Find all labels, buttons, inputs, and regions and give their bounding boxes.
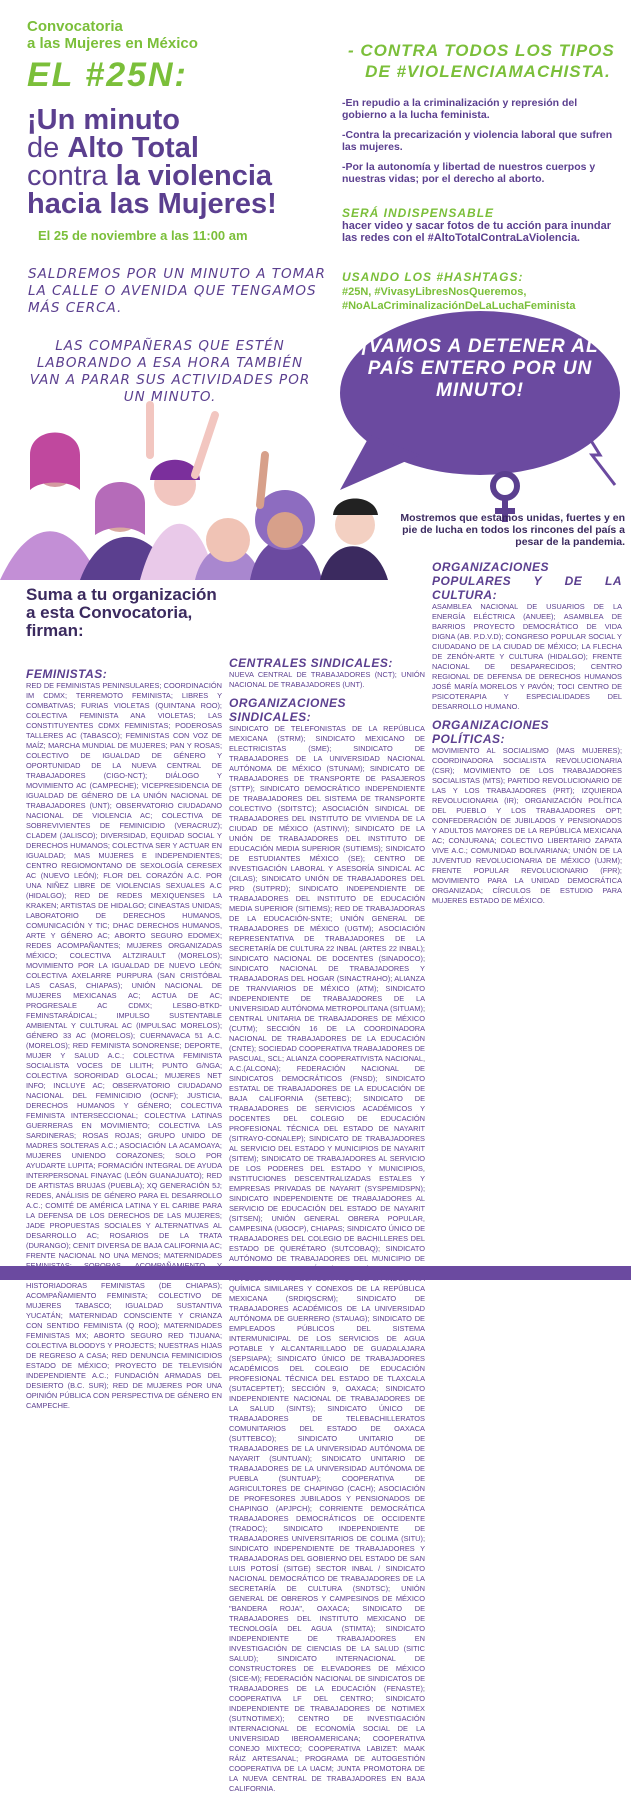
politicas-list: MOVIMIENTO AL SOCIALISMO (MAS MUJERES); COORDINADORA SOCIALISTA REVOLUCIONARIA (CSR); MOVIMIENTO DE LOS TRABAJADORES SOCIALISTAS (MTS); PARTIDO REVOLUCIONARIO DE LAS Y LOS TRABAJADORES (PRT); IZQUIERDA REVOLUCIONARIA (IR); ORGANIZACIÓN POLÍTICA DEL PUEBLO Y LOS TRABAJADORES OPT; CONFEDERACIÓN DE JUBILADOS Y PENSIONADOS Y ADULTOS MAYORES DE LA REPÚBLICA MEXICANA AC; CONJURANA; COLECTIVO LIBERTARIO ZAPATA VIVE A.C.; COMUNIDAD BOLIVARIANA; UNIÓN DE LA JUVENTUD REVOLUCIONARIA DE MÉXICO (UJRM); FRENTE POPULAR REVOLUCIONARIO (FPR); MOVIMIENTO PARA LA UNIDAD DEMOCRÁTICA ORGANIZADA; CÍRCULOS DE ESTUDIO PARA MUJERES ESTADO DE MÉXICO. bbox=[432, 746, 622, 905]
feministas-list: RED DE FEMINISTAS PENINSULARES; COORDINACIÓN IM CDMX; TERREMOTO FEMINISTA; LIBRES Y COMBATIVAS; FURIAS VIOLETAS (QUINTANA ROO); COLECTIVA FEMINISTA ANA VIOLETAS; LAS CONSTITUYENTES CDMX FEMINISTAS; PODEROSAS TALLERES AC (TABASCO); FEMINISTAS CON VOZ DE MAÍZ; MARCHA MUNDIAL DE MUJERES; PAN Y ROSAS; COLECTIVO DE IGUALDAD DE GÉNERO Y OPORTUNIDAD DE LA NUEVA CENTRAL DE TRABAJADORES (CIGO-NCT); DIÁLOGO Y MOVIMIENTO AC (CAMPECHE); VICEPRESIDENCIA DE IGUALDAD DE GÉNERO DE LA UNIÓN NACIONAL DE TRABAJADORES (UNT); OBSERVATORIO CIUDADANO NACIONAL DE VIOLENCIA AC; COLECTIVA DE SOBREVIVIENTES DE FEMINICIDIO (VERACRUZ); CLADEM (JALISCO); DIVERSIDAD, EQUIDAD SOCIAL Y DERECHOS HUMANOS; COLECTIVA SER Y ACTUAR EN IGUALDAD; MAS MUJERES E INDEPENDIENTES; CENTRO REGIOMONTANO DE SEXOLOGÍA CERESEX AC (NUEVO LEÓN); FLOR DEL CORAZÓN A.C. POR UNA NIÑEZ LIBRE DE VIOLENCIAS SEXUALES A.C (HIDALGO); RED DE REDES MEXIQUENSES LA KRAKEN; ARTISTAS DE HIDALGO; CINEASTAS UNIDAS; LABORATORIO DE DERECHOS HUMANOS, COMUNICACIÓN Y TIC; DHAC DERECHOS HUMANOS, ARTE Y GÉNERO AC; ABORTO SEGURO EDOMEX; REDES ACOMPAÑANTES; MUJERES ORGANIZADAS MÉXICO; COLECTIVA ALTZIRAULT (MORELOS); MOVIMIENTO POR LA IGUALDAD DE NUEVO LEÓN; COLECTIVA AXELARRE PURPURA (SAN CRISTÓBAL LAS CASAS, CHIAPAS); UNIÓN NACIONAL DE MUJERES MEXICANAS AC; ACTUA DE AC; PROGRESALE AC CDMX; LESBO-BTKD-FEMINSTARÁDICAL; IMPULSO SUSTENTABLE AMBIENTAL Y CULTURAL AC (IMPULSAC MORELOS); GÉNERO 33 AC (MORELOS); CUERNAVACA 51 A.C. (MORELOS); RED FEMINISTA SONORENSE; DEPORTE, MUJER Y SALUD A.C.; COLECTIVA FEMINISTA SOCIALISTA VOCES DE LILITH; PUNTO G/NGA; COLECTIVA SORORIDAD GLOCAL; MUJERES NET INFO; INCLUYE AC; OBSERVATORIO CIUDADANO NACIONAL DEL FEMINICIDIO (OCNF); JUSTICIA, DERECHOS HUMANOS Y GÉNERO; COLECTIVA FEMINISTA INTERSECCIONAL; COLECTIVA LATINAS GUERRERAS EN MOVIMIENTO; COLECTIVA LAS SARDINERAS; ROSAS ROJAS; GRUPO UNIDO DE MADRES SOLTERAS A.C.; ASOCIACIÓN LA ACAMOAYA; MUJERES UNIENDO CORAZONES; SOLO POR AYUDARTE LUPITA; FORMACIÓN INTEGRAL DE AYUDA INTERPERSONAL FINAYAC (LEÓN GUANAJUATO); RED DE ARTISTAS BRUJAS (PUEBLA); XQ GENERACIÓN 5J; REDES, ANÁLISIS DE GÉNERO PARA EL DESARROLLO A.C.; COMITÉ DE AMÉRICA LATINA Y EL CARIBE PARA LA DEFENSA DE LOS DERECHOS DE LAS MUJERES; JADE PROPUESTAS SOCIALES Y ALTERNATIVAS AL DESARROLLO AC; ROSARIOS DE LA TRATA (DURANGO); CENIT DIVERSA DE BAJA CALIFORNIA AC; FRENTE NACIONAL NO UNA MENOS; MATERNIDADES HISTORIADORAS FEMINISTAS (DE CHIAPAS); ACOMPAÑAMIENTO FEMINISTA; COLECTIVO DE MUJERES TABASCO; IGUALDAD SUSTANTIVA YUCATÁN; MATERNIDAD CONSCIENTE Y CRIANZA CON SENTIDO FEMINISTA (Q ROO); MATERNIDADES FEMINISTAS MX; ABORTO SEGURO RED TIJUANA; COLECTIVA BLOODYS Y PROJECTS; NUESTRAS HIJAS DE REGRESO A CASA; RED DENUNCIA FEMINICIDIOS ESTADO DE MÉXICO; PROYECTO DE TELEVISIÓN INDEPENDIENTE A.C.; FUNDACIÓN ARMADAS DEL DESIERTO (B.C. SUR); RED DE MUJERES POR UNA OPINIÓN PÚBLICA CON PERSPECTIVA DE GÉNERO EN CAMPECHE. bbox=[26, 681, 222, 1410]
demand-item: -Por la autonomía y libertad de nuestros cuerpos y nuestras vidas; por el derecho al aborto. bbox=[342, 161, 596, 185]
feministas-heading: FEMINISTAS: bbox=[26, 667, 108, 681]
sera-indispensable-text: hacer video y sacar fotos de tu acción para inundar las redes con el #AltoTotalContraLaViolencia. bbox=[342, 220, 611, 244]
orgsind-heading: ORGANIZACIONES SINDICALES: bbox=[229, 696, 347, 724]
signers-column-3 bbox=[432, 560, 622, 1260]
headline-de: de bbox=[27, 132, 68, 164]
populares-list: ASAMBLEA NACIONAL DE USUARIOS DE LA ENERGÍA ELÉCTRICA (ANUEE); ASAMBLEA DE BARRIOS PROYECTO DEMOCRÁTICO DE VIDA DIGNA (AB. P.D.V.D); CONGRESO POPULAR SOCIAL Y CIUDADANO DE LA CIUDAD DE MÉXICO; LA FLECHA DE ZENÓN-ARTE Y CULTURA (HIDALGO); FRENTE NACIONAL DE DESAPARECIDOS; CENTRO REGIONAL DE DEFENSA DE DERECHOS HUMANOS JOSÉ MARÍA MORELOS Y PAVÓN; TOCI CENTRO DE PSICOTERAPIA Y ESPECIALIDADES DEL DESARROLLO HUMANO. bbox=[432, 602, 622, 711]
footer-bar bbox=[0, 1266, 631, 1280]
demand-item: -En repudio a la criminalización y represión del gobierno a la lucha feminista. bbox=[342, 97, 578, 121]
companeras-quote: LAS COMPAÑERAS QUE ESTÉN LABORANDO A ESA HORA TAMBIÉN VAN A PARAR SUS ACTIVIDADES POR UN MINUTO. bbox=[29, 338, 311, 405]
event-date: El 25 de noviembre a las 11:00 am bbox=[38, 228, 248, 243]
headline-line-4: hacia las Mujeres! bbox=[27, 188, 277, 220]
headline-alto-total: Alto Total bbox=[67, 132, 199, 164]
sera-indispensable-title: SERÁ INDISPENSABLE bbox=[342, 206, 495, 220]
women-illustration bbox=[0, 395, 390, 580]
poster-header bbox=[0, 0, 631, 560]
headline-line-1: ¡Un minuto bbox=[27, 104, 181, 136]
politicas-heading: ORGANIZACIONES POLÍTICAS: bbox=[432, 718, 550, 746]
convocatoria-title: Convocatoria a las Mujeres en México bbox=[27, 18, 198, 52]
bubble-text: ¡VAMOS A DETENER AL PAÍS ENTERO POR UN MINUTO! bbox=[361, 336, 599, 401]
hashtags-title: USANDO LOS #HASHTAGS: bbox=[342, 270, 524, 284]
contra-tipos: - CONTRA TODOS LOS TIPOS DE #VIOLENCIAMACHISTA. bbox=[348, 41, 615, 81]
orgsind-list: SINDICATO DE TELEFONISTAS DE LA REPÚBLICA MEXICANA (STRM); SINDICATO MEXICANO DE ELECTRICISTAS (SME); SINDICATO DE TRABAJADORES DE LA UNIVERSIDAD NACIONAL AUTÓNOMA DE MÉXICO (STUNAM); SINDICATO DE TRABAJADORES DE TRANSPORTE DE PASAJEROS (STTP); SINDICATO DEMOCRÁTICO INDEPENDIENTE DE TRABAJADORES DEL SISTEMA DE TRANSPORTE COLECTIVO (SDITSTC); ASOCIACIÓN SINDICAL DE TRABAJADORES DEL INSTITUTO DE VIVIENDA DE LA CIUDAD DE MÉXICO (ASTINVI); SINDICATO DE LA UNIÓN DE TRABAJADORES DEL INSTITUTO DE EDUCACIÓN MEDIA SUPERIOR (SUTIEMS); SINDICATO DE ESTUDIANTES MÉXICO (SE); CENTRO DE INVESTIGACIÓN LABORAL Y ASESORÍA SINDICAL AC (CILAS); SINDICATO UNIÓN DE TRABAJADORES DEL PRD (SUTPRD); SINDICATO INDEPENDIENTE DE TRABAJADORES DEL INSTITUTO DE EDUCACIÓN MEDIA SUPERIOR (SITIEMS); RED DE TRABAJADORAS DE LA EDUCACIÓN-SNTE; UNIÓN GENERAL DE TRABAJADORES DE MÉXICO (UGTM); ASOCIACIÓN REPRESENTATIVA DE TRABAJADORES DE LA SECRETARÍA DE CULTURA 22 INBAL (ARTES 22 INBAL); SINDICATO NACIONAL DE DOCENTES (SINADOCO); SINDICATO NACIONAL DE TRABAJADORES Y TRABAJADORAS DEL HOGAR (SINACTRAHO); ALIANZA DE TRANVIARIOS DE MÉXICO (ATM); SINDICATO INDEPENDIENTE DE TRABAJADORES DE LA UNIVERSIDAD AUTÓNOMA METROPOLITANA (SITUAM); CENTRAL UNITARIA DE TRABAJADORES DE MÉXICO (CUTM); SECCIÓN 16 DE LA COORDINADORA NACIONAL DE TRABAJADORES DE LA EDUCACIÓN (CNTE); SOCIEDAD COOPERATIVA TRABAJADORES DE PASCUAL, SCL; ALIANZA COOPERATIVISTA NACIONAL, A.C.(ALCONA); FEDERACIÓN NACIONAL DE SINDICATOS DEMOCRÁTICOS (FNSD); SINDICATO ESTATAL DE TRABAJADORES DE LA EDUCACIÓN DE BAJA CALIFORNIA (SETEBC); SINDICATO DE TRABAJADORES DE SERVICIOS ACADÉMICOS Y DOCENTES DEL COLEGIO DE EDUCACIÓN PROFESIONAL TÉCNICA DEL ESTADO DE NAYARIT (SITRAYO-CONALEP); SINDICATO DE TRABAJADORES AL SERVICIO DEL ESTADO Y MUNICIPIOS DE NAYARIT (SITEM); SINDICATO DE TRABAJADORES AL SERVICIO DE LOS PODERES DEL ESTADO Y MUNICIPIOS, INSTITUCIONES DESCENTRALIZADAS ESTALES Y EMPRESAS PRIVADAS DE NAYARIT (SYSPEMIDSPN); SINDICATO INDEPENDIENTE DE TRABAJADORES AL SERVICIO DE EDUCACIÓN DEL ESTADO DE NAYARIT (SITSEN); UNIÓN GENERAL OBRERA POPULAR, CAMPESINA (UGOCP), CHIAPAS; SINDICATO ÚNICO DE TRABAJADORES DEL COLEGIO DE BACHILLERES DEL ESTADO DE QUERÉTARO (SUTCOBAQ); SINDICATO AUTÓNOMO DE TRABAJADORES DEL MUNICIPIO DE QUÍMICA SIMILARES Y CONEXOS DE LA REPÚBLICA MEXICANA (SRDIQSCRM); SINDICATO DE TRABAJADORES ACADÉMICOS DE LA UNIVERSIDAD AUTÓNOMA DE GUERRERO (STAUAG); SINDICATO DE EMPLEADOS PÚBLICOS DEL SISTEMA INTERMUNICIPAL DE LOS SERVICIOS DE AGUA POTABLE Y ALCANTARILLADO DE GUADALAJARA (SEPSIAPA); SINDICATO ÚNICO DE TRABAJADORES ACADÉMICOS DEL COLEGIO DE EDUCACIÓN PROFESIONAL TÉCNICA DEL ESTADO DE TLAXCALA (SUTACEPTET); SECCIÓN 9, OAXACA; SINDICATO INDEPENDIENTE NACIONAL DE TRABAJADORES DE LA SALUD (SINTS); SINDICATO ÚNICO DE TRABAJADORES DE TELEBACHILLERATOS COMUNITARIOS DEL ESTADO DE OAXACA (SUTTEBCO); SINDICATO UNITARIO DE TRABAJADORES DE LA UNIVERSIDAD AUTÓNOMA DE NAYARIT (SUNTUAN); SINDICATO UNITARIO DE TRABAJADORES DE LA UNIVERSIDAD AUTÓNOMA DE PUEBLA (SUNTUAP); COOPERATIVA DE AGRICULTORES DE CHAPINGO (CACH); ASOCIACIÓN DE PROFESORES JUBILADOS Y PENSIONADOS DE CHAPINGO (APJPCH); CORRIENTE DEMOCRÁTICA TRABAJADORES DEMOCRÁTICOS DE OCCIDENTE (TRADOC); SINDICATO INDEPENDIENTE DE TRABAJADORES UNIVERSITARIOS DE COLIMA (SITU); SINDICATO INDEPENDIENTE DE TRABAJADORES Y TRABAJADORAS DEL GOBIERNO DEL ESTADO DE SAN LUIS POTOSÍ (SITGE) SECTOR INBAL / SINDICATO NACIONAL DEMOCRÁTICO DE TRABAJADORES DE LA SECRETARÍA DE CULTURA (SNDTSC); UNIÓN GENERAL DE OBREROS Y CAMPESINOS DE MÉXICO "BANDERA ROJA", OAXACA; SINDICATO DE TRABAJADORES DEL INSTITUTO MEXICANO DE TECNOLOGÍA DEL AGUA (STIMTA); SINDICATO INDEPENDIENTE DE TRABAJADORES EN INVESTIGACIÓN DE CIENCIAS DE LA SALUD (SITIC SALUD); SINDICATO INTERNACIONAL DE CONSTRUCTORES DE ELEVADORES DE MÉXICO (SICE-M); FEDERACIÓN NACIONAL DE SINDICATOS DE TRABAJADORES DE LA EDUCACIÓN (FENASTE); COOPERATIVA LF DEL CENTRO; SINDICATO INDEPENDIENTE DE TRABAJADORES DE NOTIMEX (SUTNOTIMEX); CENTRO DE INVESTIGACIÓN INTERNACIONAL DE ECONOMÍA SOCIAL DE LA UNIVERSIDAD IBEROAMERICANA; COOPERATIVA CONEJO MIXTECO; COOPERATIVA LABIZET: MAAK RÁIZ ARTESANAL; PROGRAMA DE AUTOGESTIÓN COOPERATIVA DE LA UACM; JUNTA PROMOTORA DE LA NUEVA CENTRAL DE TRABAJADORES EN BAJA CALIFORNIA. bbox=[229, 724, 425, 1793]
hashtag-line: #NoALaCriminalizaciónDeLaLuchaFeminista bbox=[342, 300, 576, 312]
column-2-spacer bbox=[229, 560, 425, 656]
headline-contra: contra bbox=[27, 160, 116, 192]
hashtag-line: #25N, #VivasyLibresNosQueremos, bbox=[342, 286, 527, 298]
headline-line-2 bbox=[27, 134, 337, 162]
headline-violencia: la violencia bbox=[115, 160, 273, 192]
demand-item: -Contra la precarización y violencia laboral que sufren las mujeres. bbox=[342, 129, 613, 153]
signers-column-2 bbox=[229, 560, 425, 1793]
salgamos-quote: SALDREMOS POR UN MINUTO A TOMAR LA CALLE O AVENIDA QUE TENGAMOS MÁS CERCA. bbox=[28, 266, 326, 316]
signers-title: Suma a tu organización a esta Convocatoria, firman: bbox=[26, 585, 217, 640]
hashtag-25n: EL #25N: bbox=[27, 56, 188, 94]
populares-heading: ORGANIZACIONES POPULARES Y DE LA CULTURA: bbox=[432, 560, 622, 602]
centrales-list: NUEVA CENTRAL DE TRABAJADORES (NCT); UNIÓN NACIONAL DE TRABAJADORES (UNT). bbox=[229, 670, 425, 689]
mostremos-text: Mostremos que estamos unidas, fuertes y en pie de lucha en todos los rincones del país a pesar de la pandemia. bbox=[400, 512, 625, 548]
demands-list bbox=[342, 97, 617, 193]
headline bbox=[27, 106, 337, 218]
headline-line-3 bbox=[27, 162, 337, 190]
signers-column-1 bbox=[26, 667, 222, 1410]
centrales-heading: CENTRALES SINDICALES: bbox=[229, 656, 393, 670]
